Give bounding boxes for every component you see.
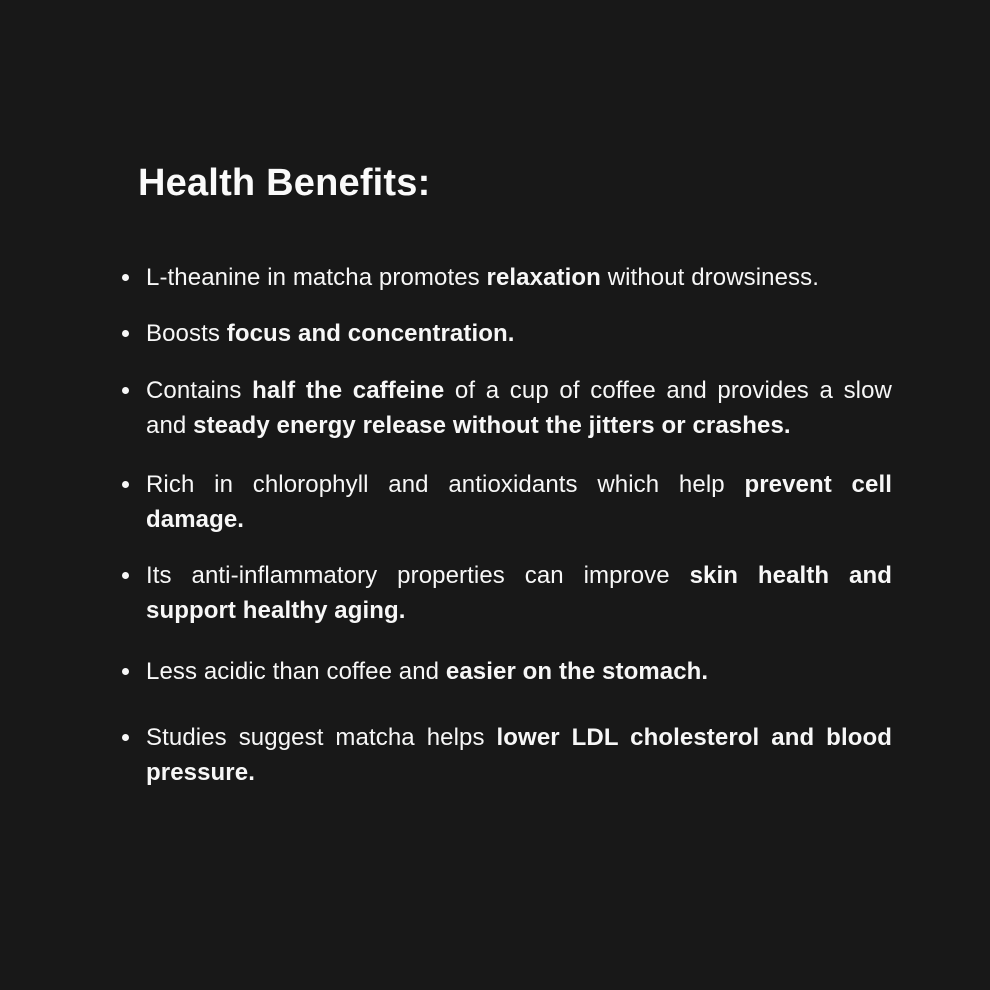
bullet-dot-icon [122, 734, 129, 741]
page-title: Health Benefits: [138, 162, 431, 204]
bullet-text: Its anti-inflammatory properties can improve [146, 562, 690, 589]
bullet-text-bold: steady energy release without the jitters or crashes. [193, 412, 791, 439]
bullet-text-bold: focus and concentration. [226, 320, 515, 347]
bullet-text: Rich in chlorophyll and antioxidants which help [146, 471, 745, 498]
bullet-text-bold: half the caffeine [252, 377, 445, 404]
bullet-text-bold: easier on the stomach. [445, 658, 709, 685]
bullet-dot-icon [122, 387, 129, 394]
bullet-dot-icon [122, 481, 129, 488]
bullet-text-bold: lower LDL cholesterol and blood pressure. [146, 724, 892, 786]
list-item [146, 373, 892, 443]
bullet-text-bold: prevent cell damage. [146, 471, 892, 533]
benefits-list [146, 260, 892, 811]
bullet-dot-icon [122, 274, 129, 281]
list-item [146, 316, 892, 351]
bullet-text-bold: relaxation [486, 264, 601, 291]
list-item [146, 467, 892, 537]
bullet-text: L-theanine in matcha promotes [146, 264, 487, 291]
bullet-text: of a cup of coffee and provides a slow and [146, 377, 892, 439]
bullet-text: without drowsiness. [600, 264, 820, 291]
list-item [146, 558, 892, 628]
bullet-text: Studies suggest matcha helps [146, 724, 497, 751]
bullet-dot-icon [122, 572, 129, 579]
bullet-text: Boosts [146, 320, 227, 347]
bullet-text: Contains [146, 377, 253, 404]
bullet-text-bold: skin health and support healthy aging. [146, 562, 893, 624]
list-item [146, 654, 892, 689]
list-item [146, 720, 892, 790]
bullet-text: Less acidic than coffee and [146, 658, 446, 685]
bullet-dot-icon [122, 668, 129, 675]
list-item [146, 260, 892, 295]
bullet-dot-icon [122, 330, 129, 337]
